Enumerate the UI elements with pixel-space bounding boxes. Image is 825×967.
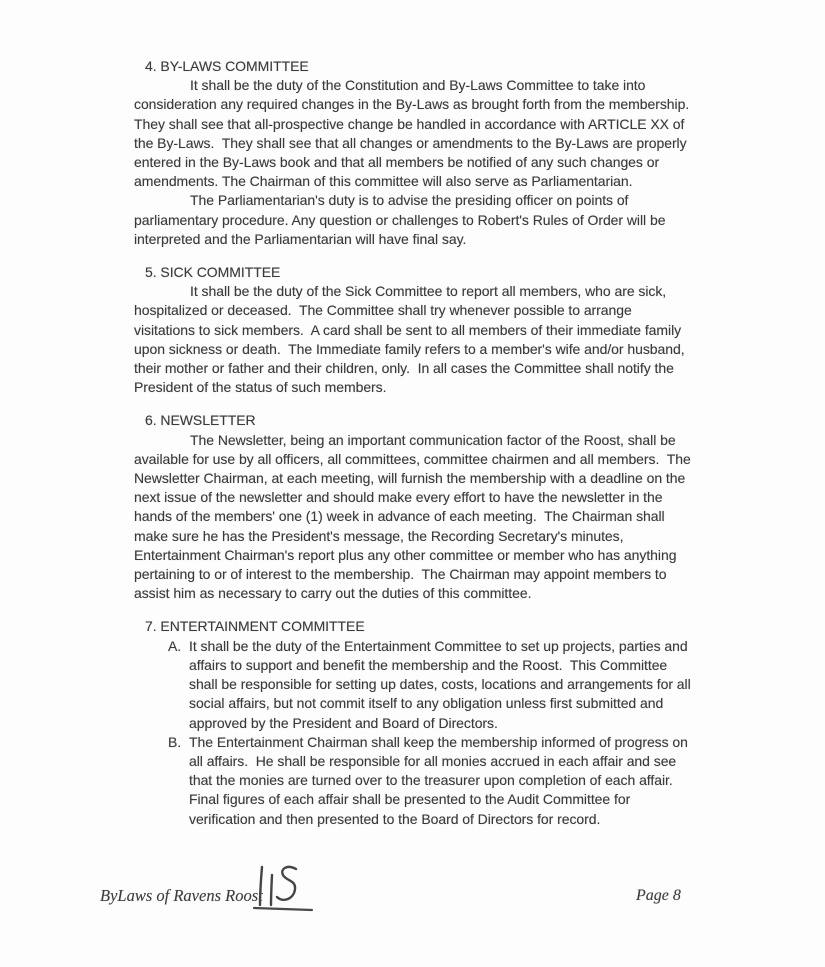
list-item xyxy=(168,637,744,733)
text-line: the By-Laws. They shall see that all changes or amendments to the By-Laws are properly xyxy=(134,134,687,151)
text-line: all affairs. He shall be responsible for all monies accrued in each affair and see xyxy=(189,752,677,769)
text-line: It shall be the duty of the Constitution and By-Laws Committee to take into xyxy=(190,77,646,94)
text-line: make sure he has the President's message, the Recording Secretary's minutes, xyxy=(134,527,624,544)
text-line: available for use by all officers, all committees, committee chairmen and all members. The xyxy=(134,450,691,467)
text-line: shall be responsible for setting up dates, costs, locations and arrangements for all xyxy=(189,676,691,693)
text-line: Newsletter Chairman, at each meeting, will furnish the membership with a deadline on the xyxy=(134,470,686,487)
text-line: The Entertainment Chairman shall keep the membership informed of progress on xyxy=(189,733,688,750)
text-line: assist him as necessary to carry out the duties of this committee. xyxy=(134,585,532,602)
section xyxy=(134,617,744,828)
text-line: next issue of the newsletter and should make every effort to have the newsletter in the xyxy=(134,489,663,506)
text-line: social affairs, but not commit itself to any obligation unless first submitted and xyxy=(189,695,664,712)
text-line: pertaining to or of interest to the membership. The Chairman may appoint members to xyxy=(134,566,667,583)
section-heading: 5. SICK COMMITTEE xyxy=(145,264,281,281)
list-item xyxy=(168,733,744,829)
section-heading: 4. BY-LAWS COMMITTEE xyxy=(145,58,309,74)
text-line: their mother or father and their children, only. In all cases the Committee shall notify the xyxy=(134,360,674,377)
document-body xyxy=(134,57,744,829)
text-line: approved by the President and Board of Directors. xyxy=(189,714,498,731)
text-line: parliamentary procedure. Any question or challenges to Robert's Rules of Order will be xyxy=(134,211,666,228)
handwritten-number xyxy=(250,862,316,914)
section xyxy=(134,411,744,603)
text-line: hands of the members' one (1) week in advance of each meeting. The Chairman shall xyxy=(134,508,665,525)
text-line: entered in the By-Laws book and that all members be notified of any such changes or xyxy=(134,154,660,171)
text-line: The Newsletter, being an important communication factor of the Roost, shall be xyxy=(190,431,676,448)
footer-title: ByLaws of Ravens Roost xyxy=(100,886,263,905)
text-line: The Parliamentarian's duty is to advise the presiding officer on points of xyxy=(190,192,629,209)
text-line: interpreted and the Parliamentarian will have final say. xyxy=(134,230,467,247)
text-line: upon sickness or death. The Immediate family refers to a member's wife and/or husband, xyxy=(134,340,685,357)
text-line: amendments. The Chairman of this committee will also serve as Parliamentarian. xyxy=(134,173,633,190)
section xyxy=(134,57,744,249)
text-line: Final figures of each affair shall be presented to the Audit Committee for xyxy=(189,791,631,808)
text-line: They shall see that all-prospective change be handled in accordance with ARTICLE XX of xyxy=(134,115,685,132)
section xyxy=(134,263,744,397)
list-marker: B. xyxy=(168,733,182,750)
text-line: affairs to support and benefit the membership and the Roost. This Committee xyxy=(189,656,668,673)
text-line: that the monies are turned over to the treasurer upon completion of each affair. xyxy=(189,772,673,789)
text-line: hospitalized or deceased. The Committee shall try whenever possible to arrange xyxy=(134,302,632,319)
section-heading: 7. ENTERTAINMENT COMMITTEE xyxy=(145,618,365,635)
list-item-lines xyxy=(189,733,744,829)
text-line: verification and then presented to the Board of Directors for record. xyxy=(189,810,601,827)
text-line: It shall be the duty of the Entertainment Committee to set up projects, parties and xyxy=(189,637,688,654)
text-line: President of the status of such members. xyxy=(134,379,387,396)
list-marker: A. xyxy=(168,637,182,654)
text-line: Entertainment Chairman's report plus any other committee or member who has anything xyxy=(134,546,677,563)
text-line: visitations to sick members. A card shall be sent to all members of their immediate family xyxy=(134,321,682,338)
text-line: consideration any required changes in the By-Laws as brought forth from the membership. xyxy=(134,96,690,113)
text-line: It shall be the duty of the Sick Committee to report all members, who are sick, xyxy=(190,283,667,300)
footer-blank-underline xyxy=(254,908,312,910)
section-heading: 6. NEWSLETTER xyxy=(145,412,256,429)
list-item-lines xyxy=(189,637,744,733)
page-number: Page 8 xyxy=(636,887,681,904)
